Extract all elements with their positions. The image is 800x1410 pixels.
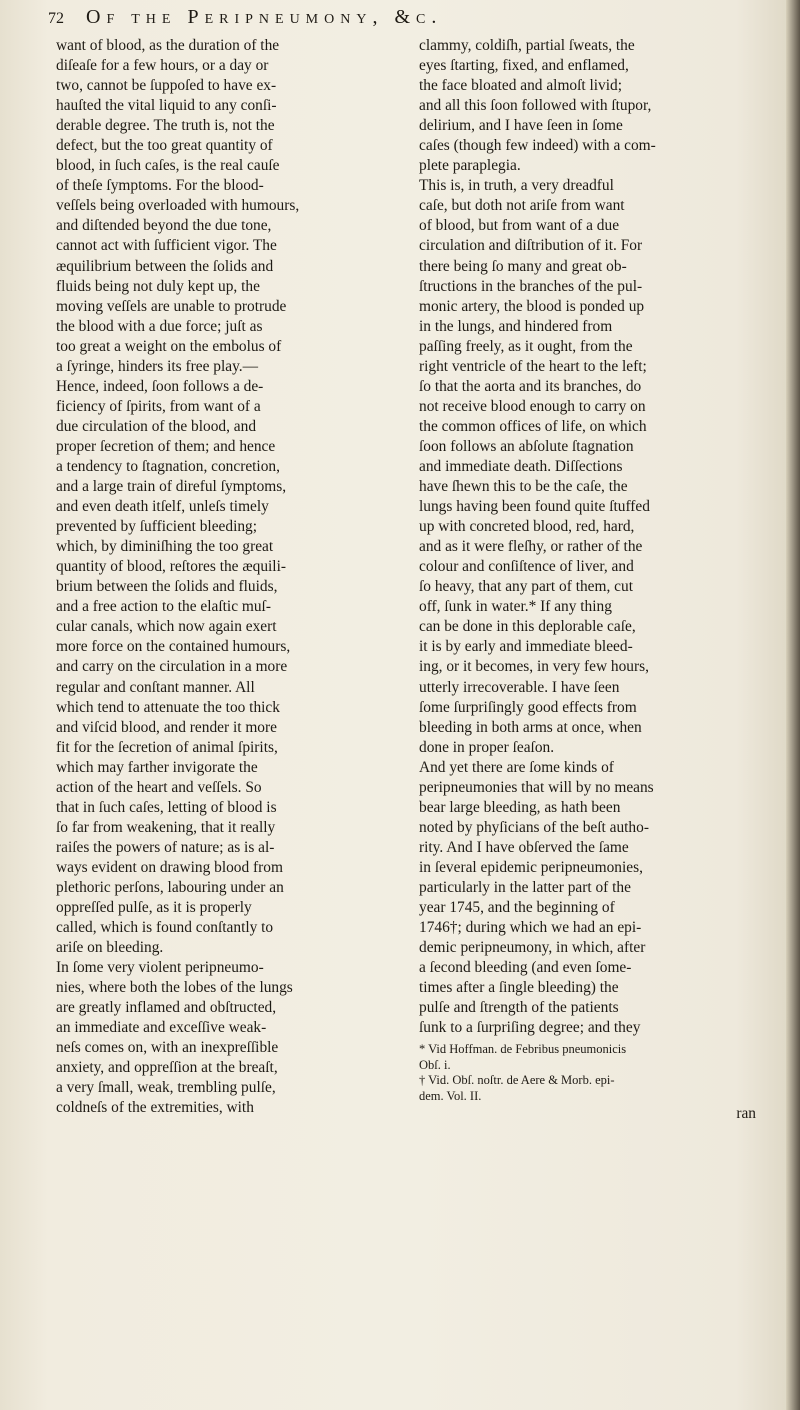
text-line: which tend to attenuate the too thick [56,698,280,716]
text-line: bleeding in both arms at once, when [419,718,642,736]
text-line: coldneſs of the extremities, with [56,1099,254,1117]
left-column [56,36,404,1119]
text-line: clammy, coldiſh, partial ſweats, the [419,37,635,54]
text-line: ſtructions in the branches of the pul- [419,277,643,295]
text-line: brium between the ſolids and fluids, [56,578,278,596]
text-line: In ſome very violent peripneumo- [56,959,264,977]
text-line: which may farther invigorate the [56,758,258,776]
text-line: ariſe on bleeding. [56,939,164,957]
text-line: done in proper ſeaſon. [419,738,555,756]
text-line: hauſted the vital liquid to any conſi- [56,97,277,115]
text-line: ſo heavy, that any part of them, cut [419,578,633,596]
text-line: year 1745, and the beginning of [419,899,615,917]
text-line: are greatly inflamed and obſtructed, [56,999,277,1017]
text-line: regular and conſtant manner. All [56,678,255,696]
text-line: and a free action to the elaſtic muſ- [56,598,271,616]
catchword: ran [736,1105,756,1123]
text-line: in the lungs, and hindered from [419,317,613,335]
page-edge-shadow [786,0,800,1410]
text-line: pulſe and ſtrength of the patients [419,999,619,1017]
text-line: the common offices of life, on which [419,417,647,435]
text-line: due circulation of the blood, and [56,417,257,435]
text-line: ways evident on drawing blood from [56,858,283,876]
text-line: have ſhewn this to be the caſe, the [419,478,628,496]
text-line: and as it were fleſhy, or rather of the [419,538,643,556]
text-line: demic peripneumony, in which, after [419,939,646,957]
text-line: and all this ſoon followed with ſtupor, [419,97,652,115]
text-line: peripneumonies that will by no means [419,778,654,796]
text-line: colour and conſiſtence of liver, and [419,558,634,576]
text-line: the blood with a due force; juſt as [56,317,263,335]
text-line: a ſyringe, hinders its free play.— [56,357,259,375]
text-line: noted by phyſicians of the beſt autho- [419,818,649,836]
text-line: called, which is found conſtantly to [56,919,274,937]
text-line: prevented by ſufficient bleeding; [56,518,258,536]
text-line: and diſtended beyond the due tone, [56,217,272,235]
text-line: utterly irrecoverable. I have ſeen [419,678,620,696]
text-line: delirium, and I have ſeen in ſome [419,117,623,135]
text-line: moving veſſels are unable to protrude [56,297,287,315]
text-line: This is, in truth, a very dreadful [419,177,614,195]
running-title: Of the Peripneumony, &c. [86,6,443,28]
text-line: And yet there are ſome kinds of [419,758,614,776]
text-line: two, cannot be ſuppoſed to have ex- [56,77,277,95]
text-line: not receive blood enough to carry on [419,397,646,415]
text-line: right ventricle of the heart to the left; [419,357,647,375]
text-line: cular canals, which now again exert [56,618,277,636]
text-line: and viſcid blood, and render it more [56,718,277,736]
right-column-text [419,36,764,1038]
text-line: there being ſo many and great ob- [419,257,627,275]
text-line: that in ſuch caſes, letting of blood is [56,798,277,816]
text-line: derable degree. The truth is, not the [56,117,275,135]
text-line: an immediate and exceſſive weak- [56,1019,267,1037]
text-line: off, ſunk in water.* If any thing [419,598,612,616]
text-line: can be done in this deplorable caſe, [419,618,636,636]
text-line: plethoric perſons, labouring under an [56,878,284,896]
text-line: anxiety, and oppreſſion at the breaſt, [56,1059,278,1077]
text-line: ſome ſurpriſingly good effects from [419,698,637,716]
text-line: ſo far from weakening, that it really [56,818,276,836]
text-line: caſe, but doth not ariſe from want [419,197,625,215]
text-line: action of the heart and veſſels. So [56,778,262,796]
text-line: the face bloated and almoſt livid; [419,77,623,95]
text-line: fluids being not duly kept up, the [56,277,260,295]
footnote-line: † Vid. Obſ. noſtr. de Aere & Morb. epi- [419,1073,615,1088]
text-line: and a large train of direful ſymptoms, [56,478,287,496]
footnote-line: dem. Vol. II. [419,1088,482,1103]
text-line: ſunk to a ſurpriſing degree; and they [419,1019,641,1037]
text-line: ing, or it becomes, in very few hours, [419,658,649,676]
text-line: it is by early and immediate bleed- [419,638,633,656]
text-line: in ſeveral epidemic peripneumonies, [419,858,643,876]
text-line: æquilibrium between the ſolids and [56,257,274,275]
text-line: too great a weight on the embolus of [56,337,282,355]
text-line: and immediate death. Diſſections [419,457,623,475]
right-column [419,36,764,1124]
text-line: 1746†; during which we had an epi- [419,919,642,937]
text-line: ſoon follows an abſolute ſtagnation [419,437,634,455]
text-line: blood, in ſuch caſes, is the real cauſe [56,157,280,175]
text-line: caſes (though few indeed) with a com- [419,137,656,155]
text-line: and carry on the circulation in a more [56,658,288,676]
text-line: times after a ſingle bleeding) the [419,979,619,997]
text-line: diſeaſe for a few hours, or a day or [56,57,269,75]
text-line: more force on the contained humours, [56,638,291,656]
text-line: monic artery, the blood is ponded up [419,297,645,315]
text-line: a tendency to ſtagnation, concretion, [56,457,280,475]
text-line: ſo that the aorta and its branches, do [419,377,642,395]
text-line: and even death itſelf, unleſs timely [56,498,269,516]
text-line: veſſels being overloaded with humours, [56,197,300,215]
footnote-line: Obſ. i. [419,1057,451,1072]
text-line: cannot act with ſufficient vigor. The [56,237,277,255]
text-line: ficiency of ſpirits, from want of a [56,397,261,415]
text-line: raiſes the powers of nature; as is al- [56,838,275,856]
running-header [48,6,788,32]
text-line: eyes ſtarting, fixed, and enflamed, [419,57,629,75]
text-line: lungs having been found quite ſtuffed [419,498,650,516]
text-line: of theſe ſymptoms. For the blood- [56,177,264,195]
text-line: neſs comes on, with an inexpreſſible [56,1039,279,1057]
text-line: want of blood, as the duration of the [56,37,280,54]
text-line: quantity of blood, reſtores the æquili- [56,558,286,576]
text-line: proper ſecretion of them; and hence [56,437,276,455]
text-line: plete paraplegia. [419,157,521,175]
text-line: Hence, indeed, ſoon follows a de- [56,377,264,395]
text-line: which, by diminiſhing the too great [56,538,274,556]
text-line: a very ſmall, weak, trembling pulſe, [56,1079,276,1097]
text-line: paſſing freely, as it ought, from the [419,337,633,355]
text-line: up with concreted blood, red, hard, [419,518,635,536]
text-line: bear large bleeding, as hath been [419,798,621,816]
text-line: circulation and diſtribution of it. For [419,237,643,255]
text-line: oppreſſed pulſe, as it is properly [56,899,252,917]
text-line: of blood, but from want of a due [419,217,620,235]
text-line: fit for the ſecretion of animal ſpirits, [56,738,278,756]
text-line: rity. And I have obſerved the ſame [419,838,629,856]
text-line: nies, where both the lobes of the lungs [56,979,293,997]
footnote-line: * Vid Hoffman. de Febribus pneumonicis [419,1042,627,1057]
page-number: 72 [48,10,64,27]
text-line: defect, but the too great quantity of [56,137,273,155]
text-line: particularly in the latter part of the [419,878,631,896]
text-line: a ſecond bleeding (and even ſome- [419,959,632,977]
footnotes [419,1042,764,1104]
